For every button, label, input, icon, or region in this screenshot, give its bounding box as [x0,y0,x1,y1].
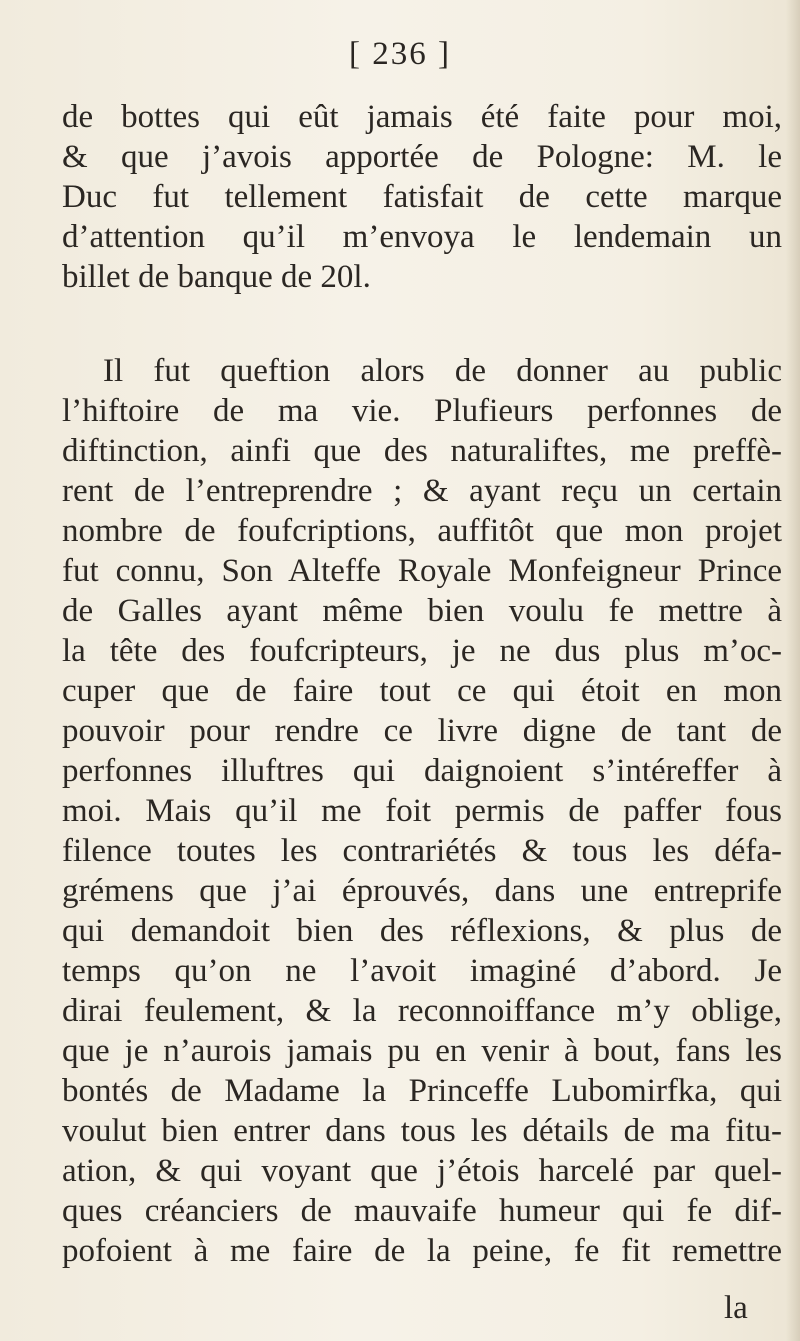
text-line: filence toutes les contrariétés & tous les défa- [62,833,782,869]
text-line: pofoient à me faire de la peine, fe fit remettre [62,1233,782,1269]
text-line: grémens que j’ai éprouvés, dans une entreprife [62,873,782,909]
text-line: la tête des foufcripteurs, je ne dus plus m’oc- [62,633,782,669]
text-line: de Galles ayant même bien voulu fe mettre à [62,593,782,629]
text-line: fut connu, Son Alteffe Royale Monfeigneur Prince [62,553,782,589]
text-line: ation, & qui voyant que j’étois harcelé par quel- [62,1153,782,1189]
text-line: Duc fut tellement fatisfait de cette marque [62,179,782,215]
paragraph-spacer [62,297,782,351]
text-line: dirai feulement, & la reconnoiffance m’y oblige, [62,993,782,1029]
text-line: temps qu’on ne l’avoit imaginé d’abord. Je [62,953,782,989]
text-line: de bottes qui eût jamais été faite pour moi, [62,99,782,135]
text-line: Il fut queftion alors de donner au public [103,353,782,389]
text-line: nombre de foufcriptions, auffitôt que mon projet [62,513,782,549]
text-line: bontés de Madame la Princeffe Lubomirfka, qui [62,1073,782,1109]
page-edge-shadow [786,0,800,1341]
paragraph-1 [62,97,782,297]
text-line: moi. Mais qu’il me foit permis de paffer fous [62,793,782,829]
catchword: la [724,1290,748,1326]
text-line: qui demandoit bien des réflexions, & plus de [62,913,782,949]
text-line: ques créanciers de mauvaife humeur qui fe dif- [62,1193,782,1229]
page-number-header: [ 236 ] [349,36,451,72]
paragraph-2 [62,351,782,1271]
text-line: & que j’avois apportée de Pologne: M. le [62,139,782,175]
text-line: billet de banque de 20l. [62,259,371,295]
text-line: diftinction, ainfi que des naturaliftes, me preffè- [62,433,782,469]
text-line: cuper que de faire tout ce qui étoit en mon [62,673,782,709]
text-line: pouvoir pour rendre ce livre digne de tant de [62,713,782,749]
text-line: d’attention qu’il m’envoya le lendemain un [62,219,782,255]
text-line: l’hiftoire de ma vie. Plufieurs perfonnes de [62,393,782,429]
text-line: que je n’aurois jamais pu en venir à bout, fans les [62,1033,782,1069]
body-text [62,97,782,1271]
text-line: rent de l’entreprendre ; & ayant reçu un certain [62,473,782,509]
text-line: perfonnes illuftres qui daignoient s’intéreffer à [62,753,782,789]
text-line: voulut bien entrer dans tous les détails de ma fitu- [62,1113,782,1149]
